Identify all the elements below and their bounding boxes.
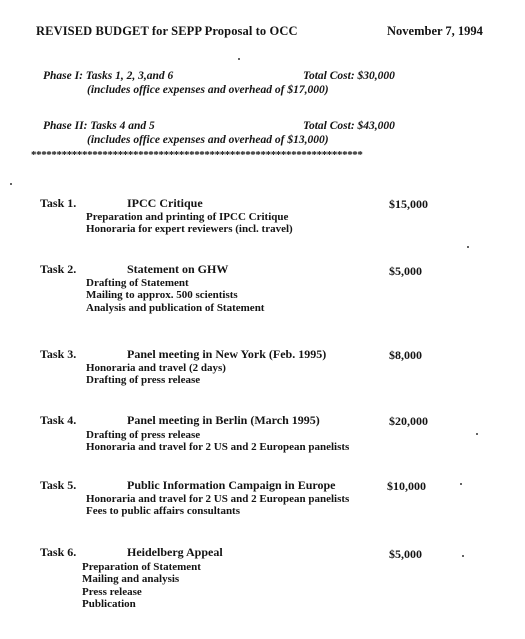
task-4-label: Task 4. bbox=[40, 413, 77, 427]
task-2-items bbox=[86, 277, 264, 314]
task-6-item: Preparation of Statement bbox=[82, 561, 201, 573]
scan-speck bbox=[467, 246, 469, 248]
task-3-amount: $8,000 bbox=[389, 348, 422, 362]
task-2-item: Drafting of Statement bbox=[86, 277, 189, 289]
asterisk-separator: ***************************************************************** bbox=[31, 149, 363, 161]
task-2-item: Mailing to approx. 500 scientists bbox=[86, 289, 238, 302]
task-5-amount: $10,000 bbox=[387, 479, 426, 493]
task-1-item: Preparation and printing of IPCC Critique bbox=[86, 211, 289, 223]
phase-1-cost: Total Cost: $30,000 bbox=[303, 70, 395, 82]
task-5-item: Honoraria and travel for 2 US and 2 European panelists bbox=[86, 493, 350, 505]
task-3-label: Task 3. bbox=[40, 347, 77, 361]
task-1-item: Honoraria for expert reviewers (incl. travel) bbox=[86, 223, 293, 236]
task-6-item: Press release bbox=[82, 585, 142, 598]
scan-speck bbox=[460, 483, 462, 485]
task-4-item: Drafting of press release bbox=[86, 429, 201, 441]
task-5-items bbox=[86, 493, 349, 518]
task-6-label: Task 6. bbox=[40, 545, 77, 559]
task-6-items bbox=[82, 561, 201, 611]
task-1-label: Task 1. bbox=[40, 196, 77, 210]
scan-speck bbox=[10, 183, 12, 185]
task-2-amount: $5,000 bbox=[389, 264, 422, 278]
task-3-items bbox=[86, 362, 226, 387]
phase-1-note: (includes office expenses and overhead of $17,000) bbox=[87, 84, 329, 96]
task-5-label: Task 5. bbox=[40, 478, 77, 492]
task-5-title: Public Information Campaign in Europe bbox=[127, 478, 336, 492]
scan-speck bbox=[238, 58, 240, 60]
task-3-title: Panel meeting in New York (Feb. 1995) bbox=[127, 347, 327, 361]
task-6-amount: $5,000 bbox=[389, 547, 422, 561]
document-date: November 7, 1994 bbox=[387, 24, 483, 38]
task-1-amount: $15,000 bbox=[389, 197, 428, 211]
task-1-title: IPCC Critique bbox=[127, 196, 203, 210]
task-6-item: Mailing and analysis bbox=[82, 573, 180, 586]
task-6-item: Publication bbox=[82, 598, 136, 611]
phase-1-label: Phase I: Tasks 1, 2, 3,and 6 bbox=[43, 70, 174, 82]
task-5-item: Fees to public affairs consultants bbox=[86, 505, 240, 518]
task-3-item: Honoraria and travel (2 days) bbox=[86, 362, 226, 374]
phase-2-note: (includes office expenses and overhead of $13,000) bbox=[87, 134, 329, 146]
document-title: REVISED BUDGET for SEPP Proposal to OCC bbox=[36, 24, 298, 38]
scan-speck bbox=[462, 555, 464, 557]
task-3-item: Drafting of press release bbox=[86, 374, 201, 387]
phase-2-label: Phase II: Tasks 4 and 5 bbox=[43, 120, 155, 132]
task-2-title: Statement on GHW bbox=[127, 262, 229, 276]
task-1-items bbox=[86, 211, 293, 236]
task-2-item: Analysis and publication of Statement bbox=[86, 301, 265, 314]
task-6-title: Heidelberg Appeal bbox=[127, 545, 223, 559]
task-4-items bbox=[86, 429, 349, 454]
task-4-item: Honoraria and travel for 2 US and 2 European panelists bbox=[86, 441, 350, 454]
scan-speck bbox=[476, 433, 478, 435]
task-4-title: Panel meeting in Berlin (March 1995) bbox=[127, 413, 320, 427]
phase-2-cost: Total Cost: $43,000 bbox=[303, 120, 395, 132]
task-2-label: Task 2. bbox=[40, 262, 77, 276]
task-4-amount: $20,000 bbox=[389, 414, 428, 428]
